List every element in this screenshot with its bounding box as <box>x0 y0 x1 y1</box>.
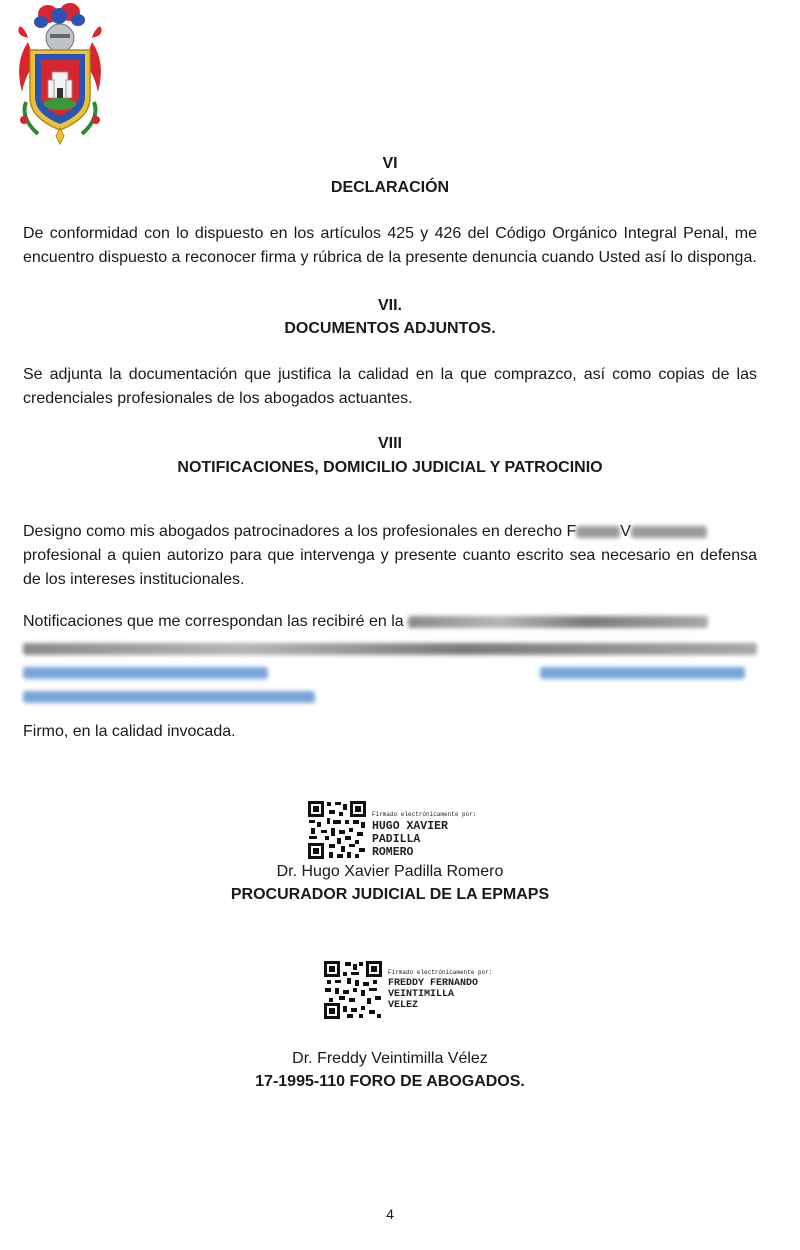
section-viii-title: NOTIFICACIONES, DOMICILIO JUDICIAL Y PATROCINIO <box>177 459 603 476</box>
signer-1-name: Dr. Hugo Xavier Padilla Romero <box>276 863 504 880</box>
notifications-line <box>23 610 757 634</box>
qr-code-icon <box>307 800 367 860</box>
section-vii-title: DOCUMENTOS ADJUNTOS. <box>284 320 496 337</box>
section-vi-title: DECLARACIÓN <box>330 179 450 196</box>
signer-2-title: 17-1995-110 FORO DE ABOGADOS. <box>255 1073 525 1090</box>
signature-1-name-line-3: ROMERO <box>372 846 414 859</box>
redacted-name-2 <box>631 526 707 538</box>
section-viii-number: VIII <box>377 435 402 452</box>
signature-2-name-line-2: VEINTIMILLA <box>388 989 455 1000</box>
signer-2-name: Dr. Freddy Veintimilla Vélez <box>292 1050 488 1067</box>
quito-coat-of-arms-icon <box>8 2 112 148</box>
notifications-text: Notificaciones que me correspondan las recibiré en la <box>23 613 404 630</box>
section-viii-text-start: Designo como mis abogados patrocinadores a los profesionales en derecho F <box>23 523 577 540</box>
redacted-name-1 <box>576 526 620 538</box>
signature-2-name-line-1: FREDDY FERNANDO <box>388 978 479 989</box>
section-vi-paragraph: De conformidad con lo dispuesto en los artículos 425 y 426 del Código Orgánico Integral Penal, me encuentro dispuesto a reconocer firma y rúbrica de la presente denuncia cuando Usted así lo disponga. <box>23 225 757 266</box>
redacted-email-line-1 <box>23 664 757 678</box>
page-number: 4 <box>386 1206 394 1222</box>
section-viii-paragraph-rest: profesional a quien autorizo para que intervenga y presente cuanto escrito sea necesario en defensa de los intereses institucionales. <box>23 547 757 588</box>
signature-1-caption: Firmado electrónicamente por: <box>372 811 477 818</box>
signature-1-name-line-1: HUGO XAVIER <box>372 820 448 833</box>
section-vi-number: VI <box>382 155 398 172</box>
section-viii-first-line <box>23 520 757 544</box>
redacted-address-2 <box>23 640 757 654</box>
redacted-address-1 <box>408 616 708 628</box>
redacted-email-line-2 <box>23 688 323 702</box>
signature-2-name-line-3: VELEZ <box>388 1000 419 1011</box>
closing-line: Firmo, en la calidad invocada. <box>23 723 236 740</box>
section-vii-number: VII. <box>377 297 402 314</box>
signature-1-name-line-2: PADILLA <box>372 833 421 846</box>
section-viii-text-mid: V <box>620 523 631 540</box>
qr-code-icon <box>323 960 383 1020</box>
section-vii-paragraph: Se adjunta la documentación que justifica la calidad en la que comprazco, así como copias de las credenciales profesionales de los abogados actuantes. <box>23 366 757 407</box>
signer-1-title: PROCURADOR JUDICIAL DE LA EPMAPS <box>230 886 550 903</box>
signature-2-caption: Firmado electrónicamente por: <box>388 969 493 976</box>
